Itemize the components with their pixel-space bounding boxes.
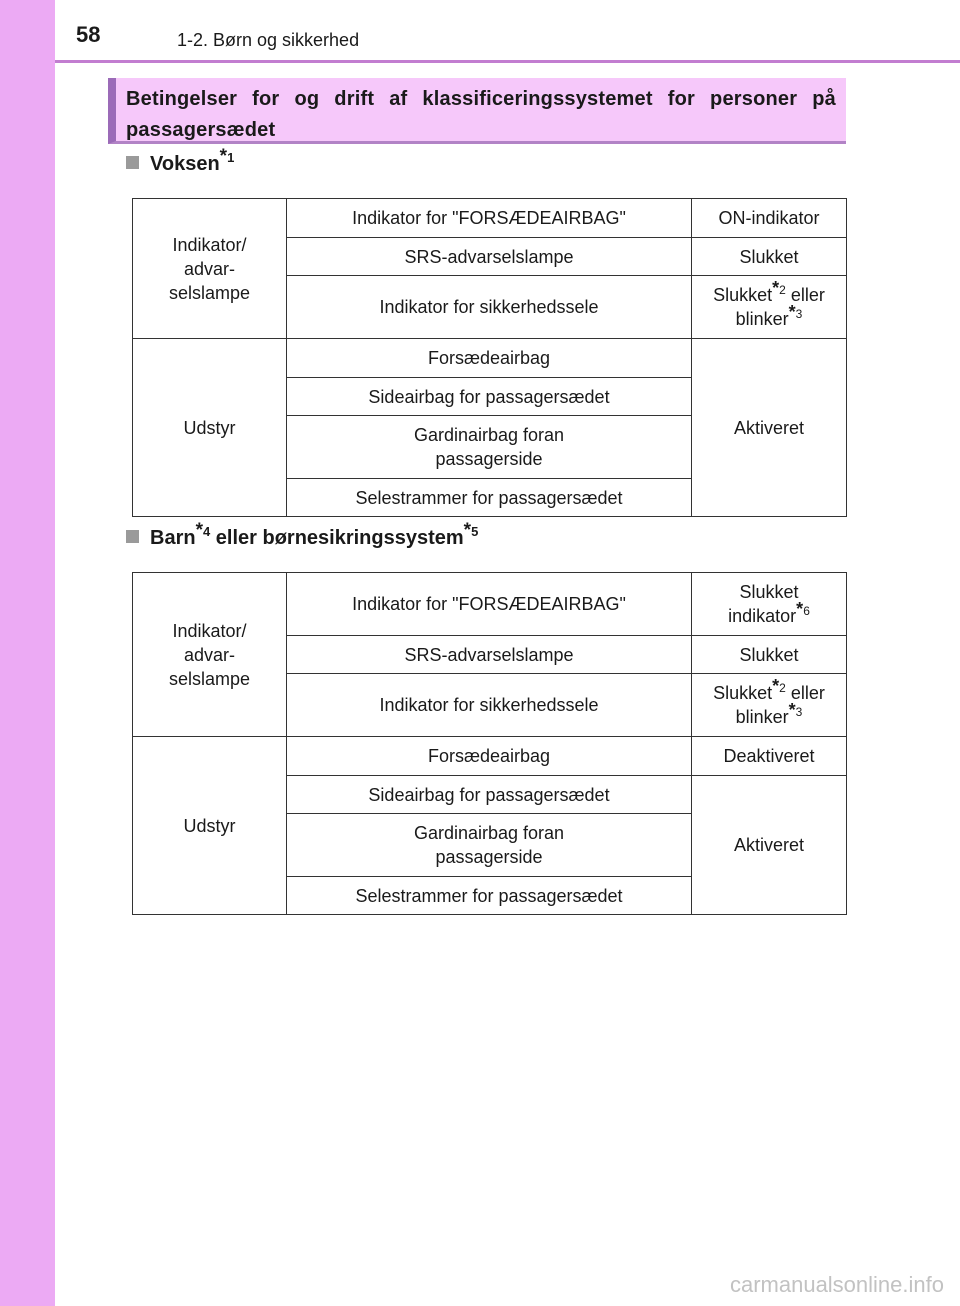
curtain-airbag-cell: Gardinairbag foran passagerside <box>287 416 692 479</box>
srs-lamp-cell: SRS-advarselslampe <box>287 238 692 276</box>
table-row <box>133 737 847 776</box>
pretensioner-cell: Selestrammer for passagersædet <box>287 479 692 517</box>
square-bullet-icon <box>126 156 139 169</box>
table-row <box>133 199 847 238</box>
group-equipment-cell: Udstyr <box>133 737 287 915</box>
seatbelt-indicator-cell: Indikator for sikkerhedssele <box>287 276 692 339</box>
adult-heading-text: Voksen <box>150 153 220 175</box>
equipment-state-cell: Aktiveret <box>692 339 847 517</box>
adult-heading-footnote: *1 <box>219 146 235 167</box>
seatbelt-indicator-cell: Indikator for sikkerhedssele <box>287 674 692 737</box>
curtain-airbag-cell: Gardinairbag foran passagerside <box>287 814 692 877</box>
front-airbag-cell: Forsædeairbag <box>287 339 692 378</box>
front-airbag-indicator-state-cell: ON-indikator <box>692 199 847 238</box>
srs-lamp-cell: SRS-advarselslampe <box>287 636 692 674</box>
srs-lamp-state-cell: Slukket <box>692 636 847 674</box>
side-airbag-cell: Sideairbag for passagersædet <box>287 378 692 416</box>
adult-heading <box>126 146 235 176</box>
watermark: carmanualsonline.info <box>729 1272 944 1297</box>
front-airbag-indicator-cell: Indikator for "FORSÆDEAIRBAG" <box>287 573 692 636</box>
front-airbag-cell: Forsædeairbag <box>287 737 692 776</box>
adult-table <box>132 198 847 517</box>
child-heading: Barn$^{*4}$ eller børnesikringssystem$^{*5}$ <box>126 527 478 550</box>
front-airbag-indicator-cell: Indikator for "FORSÆDEAIRBAG" <box>287 199 692 238</box>
front-airbag-indicator-state-cell: Slukket indikator$^{*6}$ <box>692 573 847 636</box>
child-table <box>132 572 847 915</box>
group-indicator-cell: Indikator/ advar- selslampe <box>133 573 287 737</box>
header-divider <box>55 60 960 63</box>
group-equipment-cell: Udstyr <box>133 339 287 517</box>
side-airbag-cell: Sideairbag for passagersædet <box>287 776 692 814</box>
table-row <box>133 339 847 378</box>
seatbelt-state-cell: Slukket$^{*2}$ eller blinker$^{*3}$ <box>692 674 847 737</box>
equipment-state-cell: Aktiveret <box>692 776 847 915</box>
srs-lamp-state-cell: Slukket <box>692 238 847 276</box>
square-bullet-icon <box>126 530 139 543</box>
section-title: Betingelser for og drift af klassificeringssystemet for personer på passagersædet <box>108 78 846 144</box>
chapter-title: 1-2. Børn og sikkerhed <box>177 30 360 50</box>
side-tab-bar <box>0 0 55 1306</box>
pretensioner-cell: Selestrammer for passagersædet <box>287 877 692 915</box>
table-row <box>133 573 847 636</box>
group-indicator-cell: Indikator/ advar- selslampe <box>133 199 287 339</box>
seatbelt-state-cell: Slukket$^{*2}$ eller blinker$^{*3}$ <box>692 276 847 339</box>
front-airbag-state-cell: Deaktiveret <box>692 737 847 776</box>
page-number: 58 <box>76 22 101 47</box>
